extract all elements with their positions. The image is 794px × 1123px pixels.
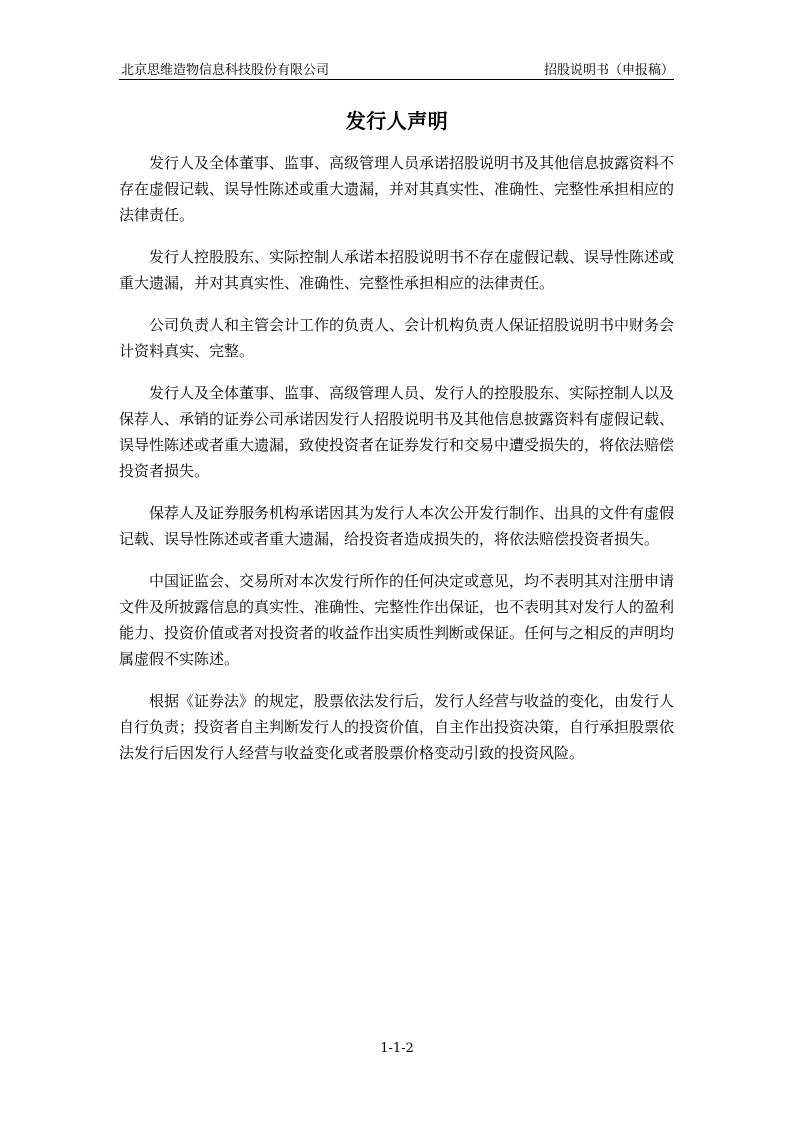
page-header <box>119 57 674 77</box>
paragraph-1: 发行人及全体董事、监事、高级管理人员承诺招股说明书及其他信息披露资料不存在虚假记载、误导性陈述或重大遗漏，并对其真实性、准确性、完整性承担相应的法律责任。 <box>119 154 675 224</box>
paragraph-6: 中国证监会、交易所对本次发行所作的任何决定或意见，均不表明其对注册申请文件及所披露信息的真实性、准确性、完整性作出保证，也不表明其对发行人的盈利能力、投资价值或者对投资者的收益作出实质性判断或保证。任何与之相反的声明均属虚假不实陈述。 <box>119 572 675 668</box>
paragraph-5: 保荐人及证券服务机构承诺因其为发行人本次公开发行制作、出具的文件有虚假记载、误导性陈述或者重大遗漏，给投资者造成损失的，将依法赔偿投资者损失。 <box>119 504 675 548</box>
statement-body <box>119 150 674 782</box>
paragraph-4: 发行人及全体董事、监事、高级管理人员、发行人的控股股东、实际控制人以及保荐人、承销的证券公司承诺因发行人招股说明书及其他信息披露资料有虚假记载、误导性陈述或者重大遗漏，致使投资者在证券发行和交易中遭受损失的，将依法赔偿投资者损失。 <box>119 384 675 480</box>
paragraph-2: 发行人控股股东、实际控制人承诺本招股说明书不存在虚假记载、误导性陈述或重大遗漏，并对其真实性、准确性、完整性承担相应的法律责任。 <box>119 248 675 292</box>
paragraph-7: 根据《证券法》的规定，股票依法发行后，发行人经营与收益的变化，由发行人自行负责；投资者自主判断发行人的投资价值，自主作出投资决策，自行承担股票依法发行后因发行人经营与收益变化或者股票价格变动引致的投资风险。 <box>119 692 675 762</box>
paragraph-3: 公司负责人和主管会计工作的负责人、会计机构负责人保证招股说明书中财务会计资料真实、完整。 <box>119 316 675 360</box>
header-company-name: 北京思维造物信息科技股份有限公司 <box>121 63 330 78</box>
header-document-type: 招股说明书（申报稿） <box>543 63 674 78</box>
page-title: 发行人声明 <box>345 109 449 133</box>
header-divider <box>119 79 674 80</box>
page-number: 1-1-2 <box>380 1041 414 1056</box>
